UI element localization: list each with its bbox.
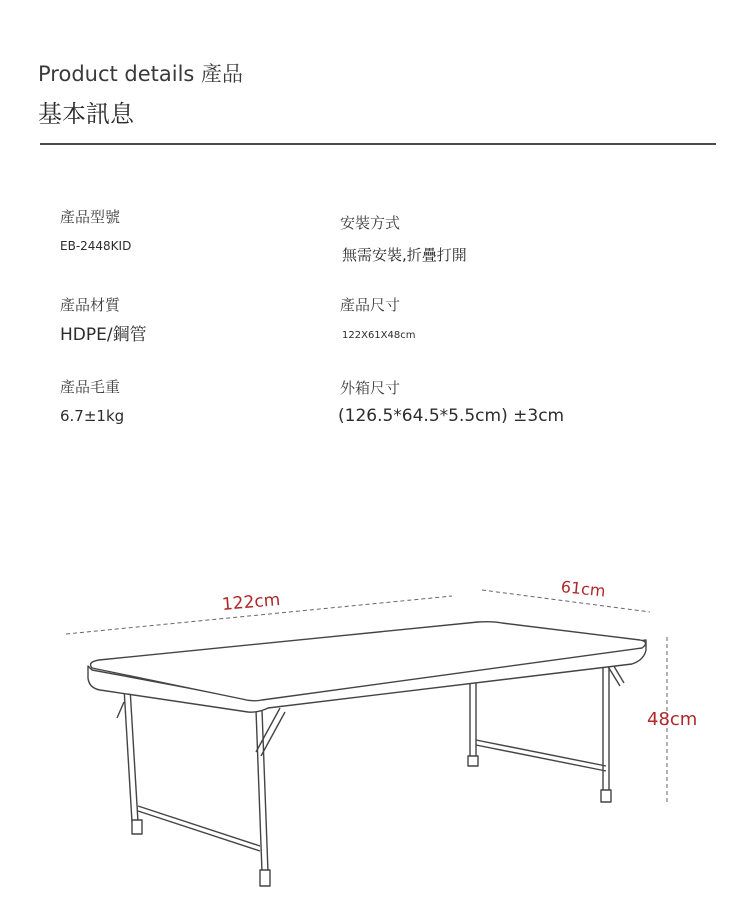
width-label: 61cm bbox=[559, 577, 607, 601]
divider bbox=[40, 143, 716, 145]
back-legs bbox=[468, 664, 611, 802]
model-label: 產品型號 bbox=[60, 208, 121, 226]
table-dimension-diagram bbox=[0, 560, 750, 916]
size-label: 產品尺寸 bbox=[340, 296, 401, 314]
size-value: 122X61X48cm bbox=[342, 330, 416, 341]
front-legs bbox=[124, 688, 270, 886]
weight-label: 產品毛重 bbox=[60, 378, 121, 396]
box-value: (126.5*64.5*5.5cm) ±3cm bbox=[338, 406, 565, 426]
material-value: HDPE/鋼管 bbox=[60, 325, 147, 345]
box-label: 外箱尺寸 bbox=[340, 379, 401, 397]
model-value: EB-2448KID bbox=[60, 239, 132, 253]
install-label: 安裝方式 bbox=[340, 214, 401, 232]
height-label: 48cm bbox=[647, 709, 698, 730]
page-title: 基本訊息 bbox=[38, 100, 134, 128]
weight-value: 6.7±1kg bbox=[60, 407, 125, 425]
page-title-en: Product details 產品 bbox=[38, 62, 244, 86]
material-label: 產品材質 bbox=[60, 296, 121, 314]
table-illustration bbox=[88, 622, 646, 886]
install-value: 無需安裝,折疊打開 bbox=[342, 246, 467, 264]
length-label: 122cm bbox=[221, 589, 282, 615]
